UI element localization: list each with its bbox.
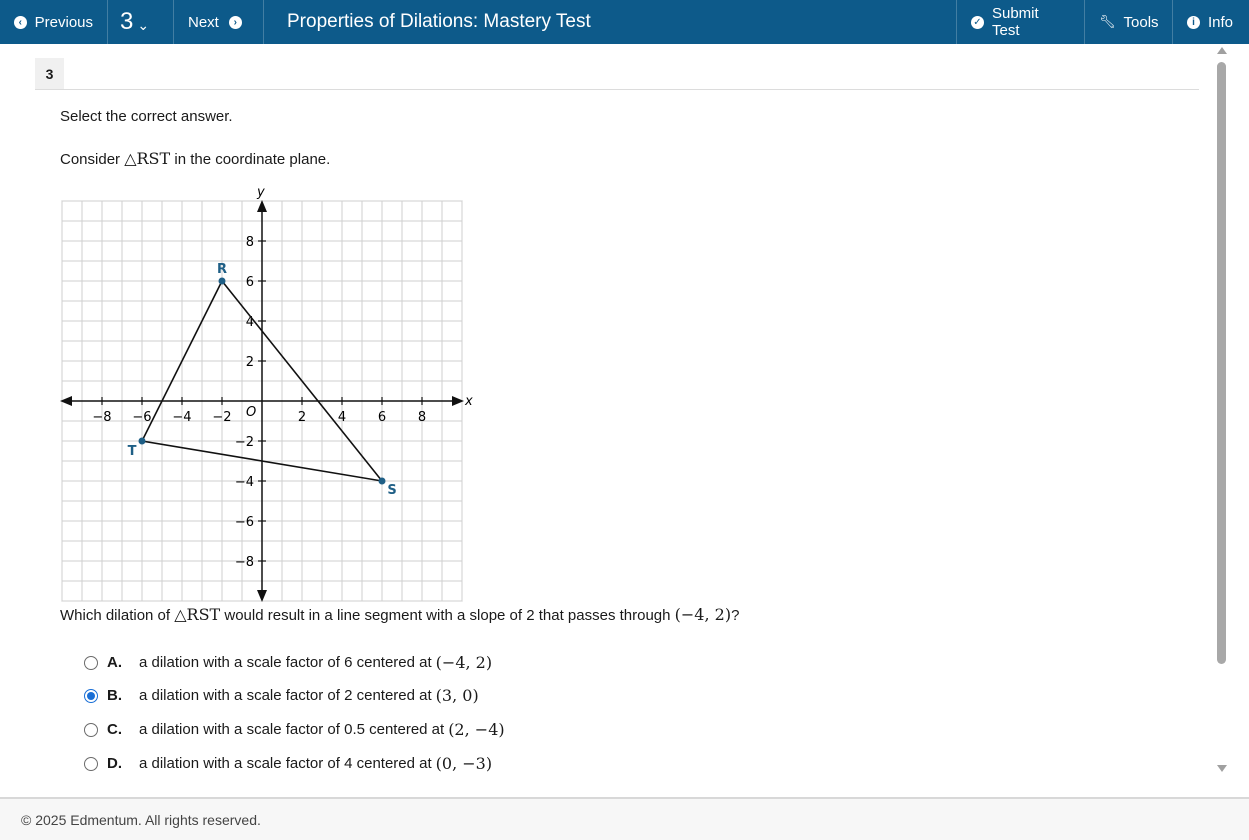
info-label: Info xyxy=(1208,13,1234,31)
option-d-text: a dilation with a scale factor of 4 centered at xyxy=(139,755,432,772)
x-tick-label: −6 xyxy=(132,410,152,425)
option-b-radio[interactable] xyxy=(84,689,98,703)
chevron-right-circle-icon: › xyxy=(229,16,242,29)
vertex-point-s xyxy=(379,478,386,485)
scroll-up-arrow-icon[interactable] xyxy=(1217,47,1227,54)
coordinate-plane-graph xyxy=(50,184,480,609)
option-c-text: a dilation with a scale factor of 0.5 centered at xyxy=(139,721,445,738)
option-d[interactable] xyxy=(84,754,492,773)
instruction-text: Select the correct answer. xyxy=(60,108,233,125)
prompt-suffix: ? xyxy=(731,607,740,624)
y-tick-label: 4 xyxy=(245,315,254,330)
scroll-down-arrow-icon[interactable] xyxy=(1217,765,1227,772)
option-c[interactable] xyxy=(84,720,505,739)
submit-label: Submit Test xyxy=(991,5,1039,39)
option-a-text: a dilation with a scale factor of 6 centered at xyxy=(139,654,432,671)
triangle-name: △RST xyxy=(124,149,171,168)
y-axis-label: y xyxy=(257,185,265,200)
copyright-text: © 2025 Edmentum. All rights reserved. xyxy=(21,811,261,828)
x-tick-label: 8 xyxy=(417,410,427,425)
chevron-down-icon: ⌄ xyxy=(137,16,150,33)
origin-label: O xyxy=(246,405,257,420)
y-tick-label: −8 xyxy=(234,555,254,570)
option-a-radio[interactable] xyxy=(84,656,98,670)
option-c-radio[interactable] xyxy=(84,723,98,737)
test-title: Properties of Dilations: Mastery Test xyxy=(264,0,957,44)
y-tick-label: −6 xyxy=(234,515,254,530)
previous-label: Previous xyxy=(34,13,93,31)
option-b[interactable] xyxy=(84,686,479,705)
vertex-label-t: T xyxy=(127,444,137,459)
next-label: Next xyxy=(188,13,219,31)
vertex-label-s: S xyxy=(387,483,397,498)
question-number-badge: 3 xyxy=(35,58,64,89)
option-c-letter: C. xyxy=(107,721,122,738)
tools-button[interactable] xyxy=(1085,0,1173,44)
x-tick-label: 4 xyxy=(337,410,347,425)
option-b-text: a dilation with a scale factor of 2 centered at xyxy=(139,687,432,704)
info-button[interactable] xyxy=(1173,0,1249,44)
scroll-thumb[interactable] xyxy=(1217,62,1226,664)
x-tick-label: 2 xyxy=(297,410,307,425)
y-tick-label: −2 xyxy=(234,435,254,450)
submit-test-button[interactable] xyxy=(957,0,1085,44)
option-a-point: (−4, 2) xyxy=(435,653,493,672)
x-tick-label: −8 xyxy=(92,410,112,425)
footer xyxy=(0,797,1249,840)
x-tick-label: −2 xyxy=(212,410,232,425)
previous-button[interactable] xyxy=(0,0,108,44)
vertex-point-t xyxy=(139,438,146,445)
option-d-letter: D. xyxy=(107,755,122,772)
top-toolbar xyxy=(0,0,1249,44)
vertex-label-r: R xyxy=(216,262,228,277)
question-number-dropdown[interactable] xyxy=(108,0,174,44)
consider-text xyxy=(60,149,330,168)
consider-prefix: Consider xyxy=(60,151,125,168)
prompt-middle: would result in a line segment with a slope of 2 that passes through xyxy=(220,607,675,624)
y-tick-label: −4 xyxy=(234,475,254,490)
option-a[interactable] xyxy=(84,653,492,672)
next-button[interactable] xyxy=(174,0,264,44)
y-tick-label: 6 xyxy=(245,275,254,290)
option-d-point: (0, −3) xyxy=(435,754,493,773)
check-circle-icon: ✓ xyxy=(971,16,984,29)
option-d-radio[interactable] xyxy=(84,757,98,771)
question-panel xyxy=(0,44,1215,796)
info-icon: i xyxy=(1187,16,1200,29)
prompt-prefix: Which dilation of xyxy=(60,607,175,624)
vertex-point-r xyxy=(219,278,226,285)
prompt-triangle: △RST xyxy=(174,605,221,624)
x-axis-label: x xyxy=(465,394,473,409)
x-tick-label: −4 xyxy=(172,410,192,425)
question-number-label: 3 xyxy=(120,8,134,35)
option-c-point: (2, −4) xyxy=(448,720,505,739)
y-tick-label: 8 xyxy=(245,235,254,250)
y-tick-label: 2 xyxy=(245,355,254,370)
tools-label: Tools xyxy=(1123,13,1159,31)
wrench-icon: 🔧︎ xyxy=(1099,14,1116,29)
option-b-point: (3, 0) xyxy=(435,686,479,705)
question-prompt xyxy=(60,605,739,624)
option-b-letter: B. xyxy=(107,687,122,704)
divider xyxy=(35,89,1199,90)
vertical-scrollbar[interactable] xyxy=(1215,44,1229,796)
chevron-left-circle-icon: ‹ xyxy=(14,16,27,29)
prompt-point: (−4, 2) xyxy=(674,605,732,624)
x-tick-label: 6 xyxy=(377,410,387,425)
consider-suffix: in the coordinate plane. xyxy=(170,151,331,168)
option-a-letter: A. xyxy=(107,654,122,671)
